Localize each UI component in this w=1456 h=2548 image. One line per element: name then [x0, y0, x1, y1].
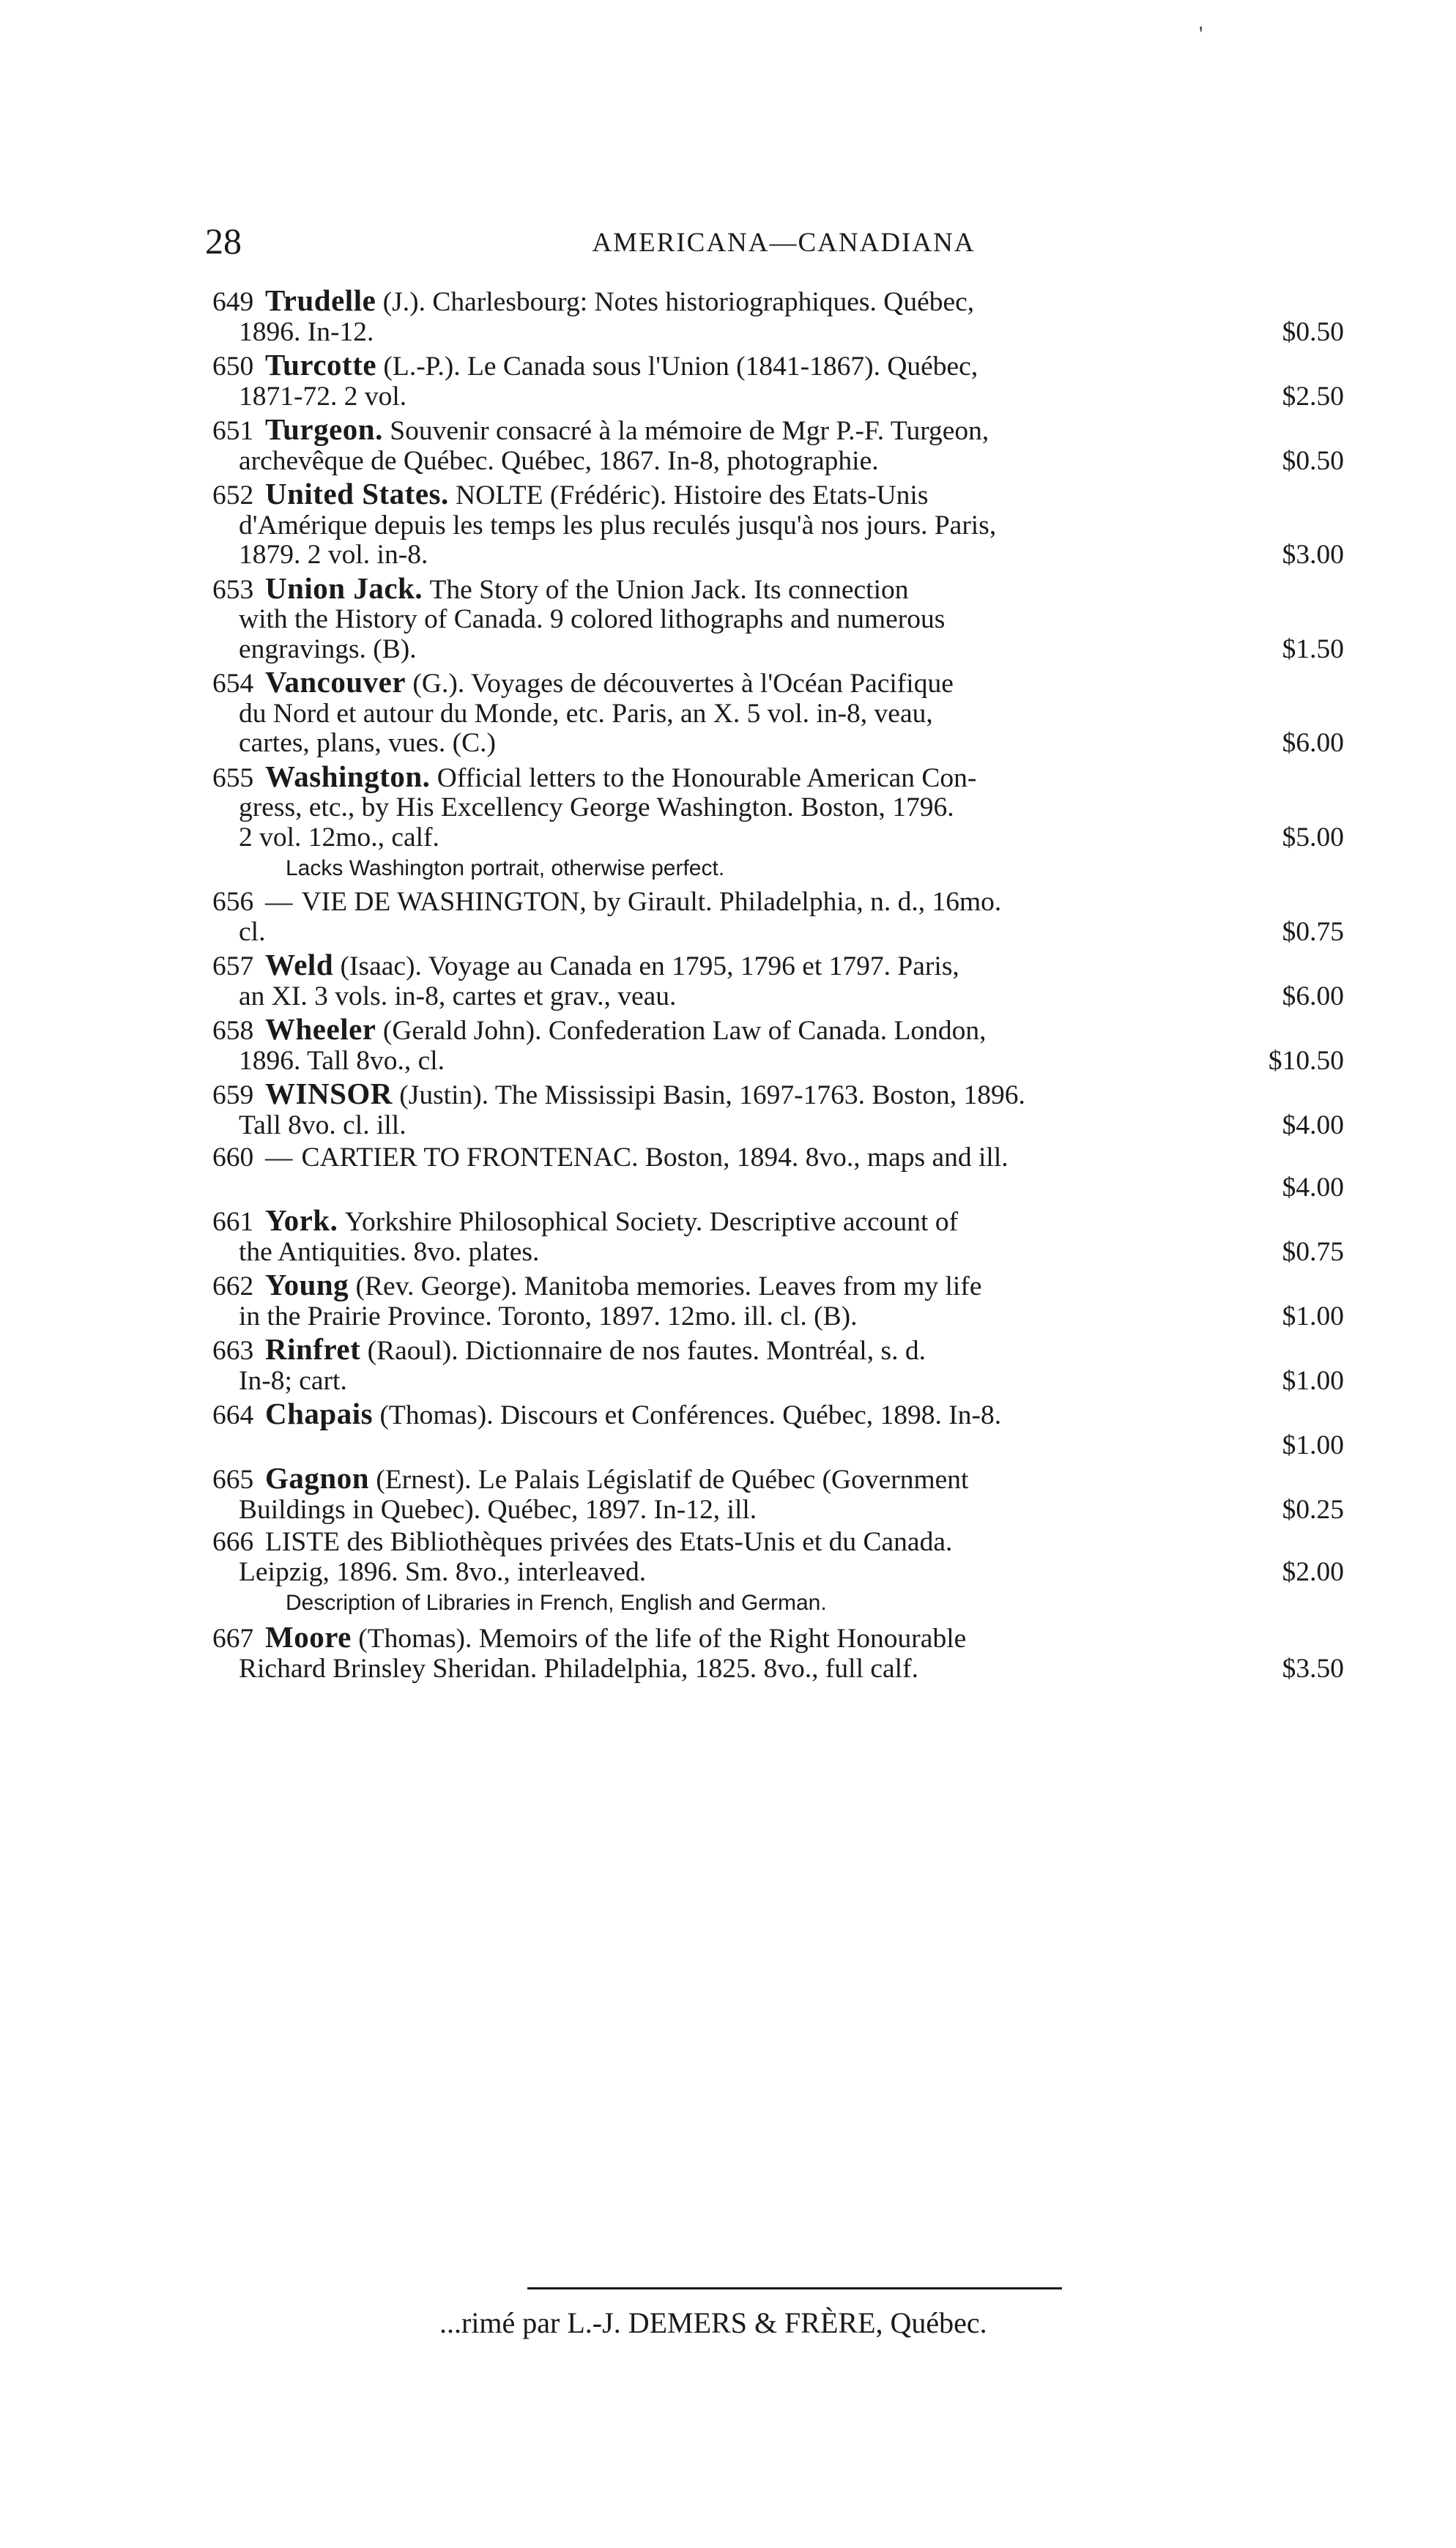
entry-author: Union Jack.: [265, 571, 423, 605]
entry-text: Tall 8vo. cl. ill.: [239, 1110, 406, 1140]
entry-header-line: [212, 283, 1344, 318]
entry-number: 657: [212, 951, 254, 981]
entry-continuation-line: [212, 823, 1344, 853]
entry-text: engravings. (B).: [239, 634, 417, 664]
ditto-dash: —: [265, 1143, 293, 1173]
entry-price: $5.00: [1282, 822, 1344, 853]
catalog-entry: [212, 667, 1344, 759]
entry-number: 663: [212, 1336, 254, 1366]
catalog-entry: [212, 1203, 1344, 1267]
entry-continuation-line: [212, 1496, 1344, 1526]
entry-text: 2 vol. 12mo., calf.: [239, 822, 439, 853]
entry-text: Richard Brinsley Sheridan. Philadelphia, 1825. 8vo., full calf.: [239, 1653, 918, 1684]
catalog-entry: [212, 950, 1344, 1011]
entry-continuation-line: [212, 1302, 1344, 1332]
entry-text: (L.-P.). Le Canada sous l'Union (1841-1867). Québec,: [383, 352, 978, 382]
entry-text: (Rev. George). Manitoba memories. Leaves from my life: [355, 1271, 982, 1301]
entry-number: 666: [212, 1527, 254, 1557]
entry-continuation-line: [212, 1047, 1344, 1077]
catalog-entry: [212, 1334, 1344, 1396]
entry-text: Official letters to the Honourable American Con-: [437, 762, 977, 793]
entry-text: 1896. Tall 8vo., cl.: [239, 1045, 445, 1076]
entry-text: du Nord et autour du Monde, etc. Paris, an X. 5 vol. in-8, veau,: [239, 698, 933, 729]
entry-continuation-line: [212, 1558, 1344, 1588]
entry-text: (Ernest). Le Palais Législatif de Québec (Government: [376, 1465, 969, 1495]
entry-price: $1.00: [1282, 1301, 1344, 1331]
entry-text: an XI. 3 vols. in-8, cartes et grav., veau.: [239, 981, 677, 1011]
entry-continuation-line: [212, 1173, 1344, 1203]
entry-number: 667: [212, 1624, 254, 1654]
entry-author: Chapais: [265, 1397, 374, 1430]
entry-text: the Antiquities. 8vo. plates.: [239, 1236, 540, 1267]
entry-number: 649: [212, 287, 254, 317]
catalog-entry: [212, 479, 1344, 571]
entry-continuation-line: [212, 1431, 1344, 1461]
entry-continuation-line: [212, 699, 1344, 729]
entry-header-line: [212, 888, 1344, 918]
entry-price: $0.75: [1282, 1236, 1344, 1267]
catalog-entry: [212, 1079, 1344, 1140]
entry-header-line: [212, 1528, 1344, 1558]
entry-price: $1.50: [1282, 634, 1344, 664]
entry-continuation-line: [212, 605, 1344, 635]
entry-number: 659: [212, 1080, 254, 1110]
entry-continuation-line: [212, 729, 1344, 759]
entry-price: $10.50: [1268, 1045, 1344, 1076]
catalog-list: [212, 283, 1344, 1687]
catalog-entry: [212, 1528, 1344, 1619]
entry-number: 650: [212, 352, 254, 382]
entry-text: (G.). Voyages de découvertes à l'Océan Pacifique: [412, 669, 954, 699]
entry-text: LISTE des Bibliothèques privées des Etats-Unis et du Canada.: [265, 1527, 953, 1557]
entry-header-line: [212, 1463, 1344, 1496]
entry-header-line: [212, 1079, 1344, 1111]
entry-text: cartes, plans, vues. (C.): [239, 728, 496, 758]
catalog-entry: [212, 1463, 1344, 1525]
entry-continuation-line: [212, 541, 1344, 571]
entry-header-line: [212, 667, 1344, 699]
entry-author: Moore: [265, 1620, 352, 1654]
entry-number: 654: [212, 669, 254, 699]
entry-text: (Isaac). Voyage au Canada en 1795, 1796 et 1797. Paris,: [340, 951, 959, 981]
entry-note: Description of Libraries in French, English and German.: [286, 1591, 827, 1615]
entry-price: $4.00: [1282, 1110, 1344, 1140]
entry-continuation-line: [212, 511, 1344, 541]
entry-text: NOLTE (Frédéric). Histoire des Etats-Unis: [456, 480, 929, 510]
entry-continuation-line: [212, 635, 1344, 665]
running-head: [205, 220, 1362, 264]
page-number: 28: [205, 220, 242, 261]
entry-text: VIE DE WASHINGTON, by Girault. Philadelphia, n. d., 16mo.: [301, 887, 1002, 917]
entry-header-line: [212, 759, 1344, 794]
entry-text: in the Prairie Province. Toronto, 1897. 12mo. ill. cl. (B).: [239, 1301, 858, 1331]
ditto-dash: —: [265, 887, 293, 917]
entry-continuation-line: [212, 982, 1344, 1012]
entry-header-line: [212, 1399, 1344, 1431]
entry-author: Weld: [265, 948, 334, 981]
catalog-entry: [212, 1014, 1344, 1076]
entry-header-line: [212, 1014, 1344, 1047]
entry-note: Lacks Washington portrait, otherwise perfect.: [286, 856, 725, 880]
catalog-entry: [212, 573, 1344, 665]
entry-number: 653: [212, 574, 254, 605]
entry-text: archevêque de Québec. Québec, 1867. In-8, photographie.: [239, 445, 879, 476]
page-title: AMERICANA—CANADIANA: [592, 228, 976, 258]
entry-price: $0.25: [1282, 1494, 1344, 1525]
entry-header-line: [212, 350, 1344, 382]
catalog-entry: [212, 1270, 1344, 1331]
catalog-entry: [212, 350, 1344, 412]
entry-header-line: [212, 412, 1344, 447]
entry-continuation-line: [212, 382, 1344, 412]
entry-continuation-line: [212, 447, 1344, 477]
entry-header-line: [212, 1334, 1344, 1367]
entry-number: 655: [212, 762, 254, 793]
catalog-entry: [212, 412, 1344, 476]
entry-text: Leipzig, 1896. Sm. 8vo., interleaved.: [239, 1556, 647, 1587]
catalog-entry: [212, 1622, 1344, 1684]
entry-text: (Thomas). Discours et Conférences. Québec, 1898. In-8.: [379, 1400, 1002, 1430]
entry-header-line: [212, 479, 1344, 511]
catalog-entry: [212, 1143, 1344, 1203]
catalog-entry: [212, 759, 1344, 885]
entry-text: 1896. In-12.: [239, 316, 374, 347]
entry-text: Yorkshire Philosophical Society. Descriptive account of: [344, 1207, 959, 1237]
entry-text: Buildings in Quebec). Québec, 1897. In-12, ill.: [239, 1494, 757, 1525]
entry-text: (Justin). The Mississipi Basin, 1697-1763. Boston, 1896.: [399, 1080, 1025, 1110]
entry-text: In-8; cart.: [239, 1365, 347, 1396]
entry-author: York.: [265, 1203, 338, 1237]
entry-author: Gagnon: [265, 1461, 369, 1495]
catalog-entry: [212, 283, 1344, 347]
entry-text: (Gerald John). Confederation Law of Canada. London,: [382, 1016, 987, 1046]
entry-author: Young: [265, 1268, 349, 1301]
entry-price: $4.00: [1282, 1172, 1344, 1203]
entry-text: gress, etc., by His Excellency George Washington. Boston, 1796.: [239, 792, 954, 822]
entry-text: The Story of the Union Jack. Its connection: [429, 574, 909, 605]
entry-author: Trudelle: [265, 283, 376, 317]
entry-price: $3.00: [1282, 540, 1344, 570]
entry-number: 652: [212, 480, 254, 510]
entry-text: cl.: [239, 916, 266, 947]
catalog-entry: [212, 888, 1344, 947]
entry-price: $1.00: [1282, 1365, 1344, 1396]
entry-header-line: [212, 1622, 1344, 1654]
entry-price: $6.00: [1282, 728, 1344, 758]
entry-header-line: [212, 950, 1344, 982]
top-mark: ': [1199, 22, 1203, 46]
entry-price: $0.50: [1282, 445, 1344, 476]
footer-rule: [527, 2287, 1062, 2289]
entry-text: d'Amérique depuis les temps les plus reculés jusqu'à nos jours. Paris,: [239, 510, 997, 541]
entry-text: (J.). Charlesbourg: Notes historiographiques. Québec,: [382, 287, 975, 317]
entry-continuation-line: [212, 1238, 1344, 1268]
entry-number: 665: [212, 1465, 254, 1495]
entry-text: (Thomas). Memoirs of the life of the Right Honourable: [358, 1624, 967, 1654]
entry-number: 661: [212, 1207, 254, 1237]
entry-author: Turcotte: [265, 348, 377, 382]
entry-number: 651: [212, 416, 254, 446]
entry-author: Washington.: [265, 759, 431, 793]
entry-header-line: [212, 573, 1344, 606]
entry-price: $6.00: [1282, 981, 1344, 1011]
entry-text: (Raoul). Dictionnaire de nos fautes. Montréal, s. d.: [367, 1336, 926, 1366]
entry-number: 662: [212, 1271, 254, 1301]
entry-continuation-line: [212, 918, 1344, 948]
entry-text: CARTIER TO FRONTENAC. Boston, 1894. 8vo., maps and ill.: [301, 1143, 1009, 1173]
entry-continuation-line: [212, 1111, 1344, 1141]
entry-price: $0.50: [1282, 316, 1344, 347]
entry-author: United States.: [265, 477, 449, 510]
entry-continuation-line: [212, 1654, 1344, 1685]
entry-header-line: [212, 1143, 1344, 1173]
entry-text: 1879. 2 vol. in-8.: [239, 540, 428, 570]
entry-continuation-line: [212, 793, 1344, 823]
entry-header-line: [212, 1203, 1344, 1238]
entry-text: 1871-72. 2 vol.: [239, 381, 407, 412]
catalog-entry: [212, 1399, 1344, 1460]
printer-imprint: ...rimé par L.-J. DEMERS & FRÈRE, Québec.: [439, 2306, 987, 2339]
entry-continuation-line: [212, 318, 1344, 348]
entry-header-line: [212, 1270, 1344, 1302]
entry-price: $2.50: [1282, 381, 1344, 412]
entry-price: $0.75: [1282, 916, 1344, 947]
entry-number: 664: [212, 1400, 254, 1430]
entry-author: Vancouver: [265, 665, 406, 699]
entry-number: 660: [212, 1143, 254, 1173]
entry-author: Rinfret: [265, 1332, 361, 1366]
entry-number: 656: [212, 887, 254, 917]
entry-number: 658: [212, 1016, 254, 1046]
entry-text: Souvenir consacré à la mémoire de Mgr P.-F. Turgeon,: [390, 416, 989, 446]
entry-price: $2.00: [1282, 1556, 1344, 1587]
entry-price: $1.00: [1282, 1430, 1344, 1460]
entry-continuation-line: [212, 1367, 1344, 1397]
entry-price: $3.50: [1282, 1653, 1344, 1684]
entry-author: Turgeon.: [265, 412, 383, 446]
entry-text: with the History of Canada. 9 colored lithographs and numerous: [239, 604, 946, 634]
entry-author: Wheeler: [265, 1012, 376, 1046]
entry-author: WINSOR: [265, 1077, 393, 1110]
